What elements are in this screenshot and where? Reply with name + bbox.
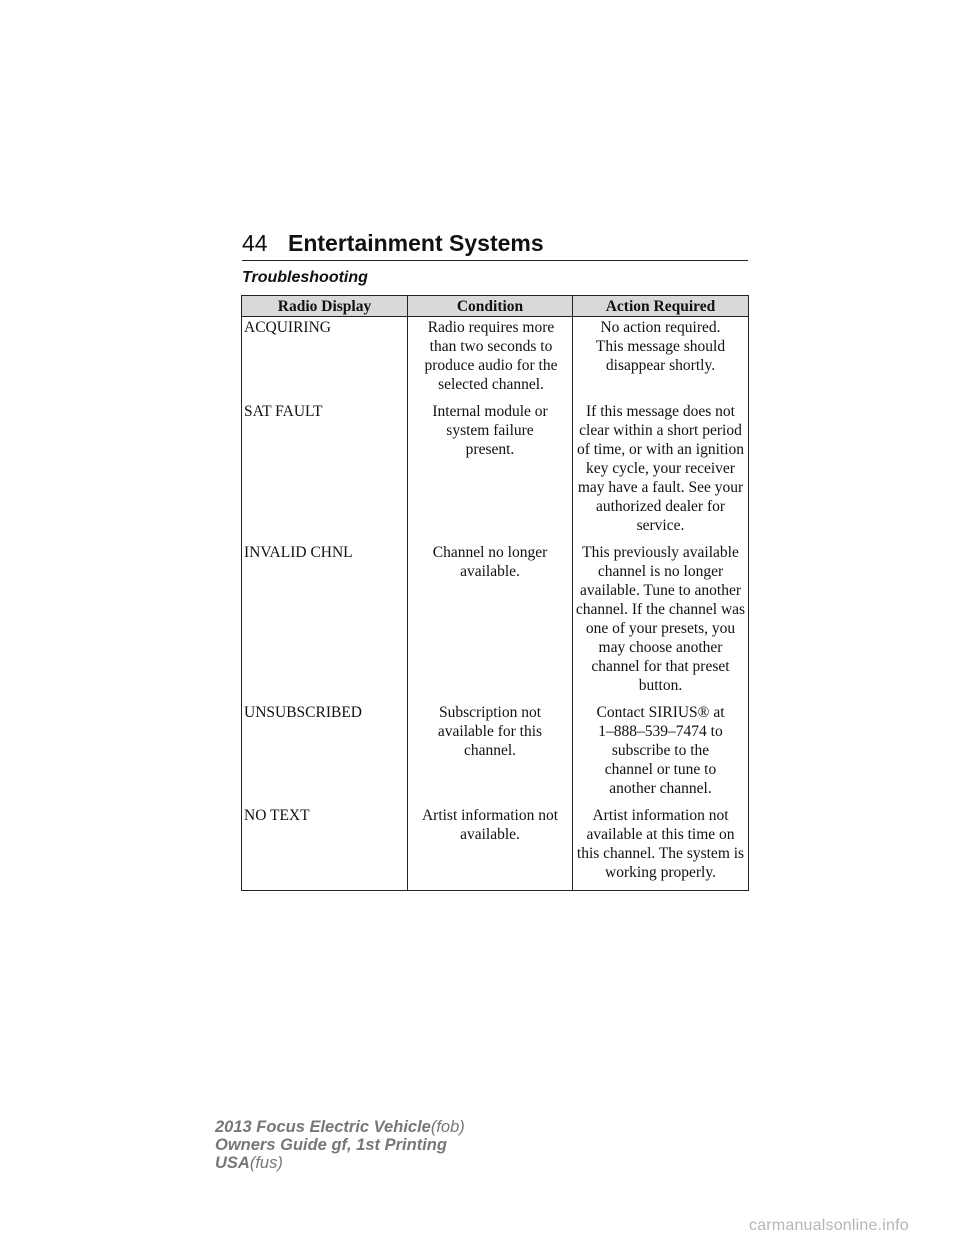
- action-cell: If this message does not clear within a short period of time, or with an ignition key cycle, your receiver may have a fault. See your authorized dealer for service.: [573, 402, 749, 543]
- radio-display-cell: SAT FAULT: [242, 402, 408, 543]
- column-header-condition: Condition: [408, 296, 573, 317]
- table-row: [242, 317, 749, 403]
- action-cell: This previously available channel is no longer available. Tune to another channel. If the channel was one of your presets, you may choose another channel for that preset button.: [573, 543, 749, 703]
- table-row: [242, 703, 749, 806]
- footer-line-market: [215, 1154, 465, 1172]
- column-header-radio-display: Radio Display: [242, 296, 408, 317]
- condition-cell: Artist information not available.: [408, 806, 573, 891]
- action-cell: Contact SIRIUS® at 1–888–539–7474 to subscribe to the channel or tune to another channel.: [573, 703, 749, 806]
- condition-cell: Channel no longer available.: [408, 543, 573, 703]
- radio-display-cell: UNSUBSCRIBED: [242, 703, 408, 806]
- footer-vehicle-title: 2013 Focus Electric Vehicle: [215, 1118, 431, 1136]
- troubleshooting-table: [241, 295, 749, 891]
- action-cell: Artist information not available at this time on this channel. The system is working properly.: [573, 806, 749, 891]
- subsection-title: Troubleshooting: [242, 269, 368, 286]
- section-title: Entertainment Systems: [288, 230, 544, 256]
- footer-line-vehicle: [215, 1118, 465, 1136]
- table-row: [242, 806, 749, 891]
- table-row: [242, 543, 749, 703]
- page-number: 44: [242, 230, 268, 256]
- radio-display-cell: NO TEXT: [242, 806, 408, 891]
- footer-line-guide: [215, 1136, 465, 1154]
- page-header: [242, 228, 748, 261]
- condition-cell: Subscription not available for this channel.: [408, 703, 573, 806]
- footer-guide-title: Owners Guide gf, 1st Printing: [215, 1136, 447, 1154]
- footer-vehicle-code: (fob): [430, 1118, 465, 1136]
- column-header-action-required: Action Required: [573, 296, 749, 317]
- condition-cell: Radio requires more than two seconds to produce audio for the selected channel.: [408, 317, 573, 403]
- table-row: [242, 402, 749, 543]
- document-footer: [215, 1118, 465, 1172]
- condition-cell: Internal module or system failure present.: [408, 402, 573, 543]
- action-cell: No action required. This message should disappear shortly.: [573, 317, 749, 403]
- table-header-row: [242, 296, 749, 317]
- watermark-text: carmanualsonline.info: [749, 1217, 909, 1234]
- radio-display-cell: ACQUIRING: [242, 317, 408, 403]
- footer-market: USA: [215, 1154, 250, 1172]
- footer-market-code: (fus): [249, 1154, 283, 1172]
- radio-display-cell: INVALID CHNL: [242, 543, 408, 703]
